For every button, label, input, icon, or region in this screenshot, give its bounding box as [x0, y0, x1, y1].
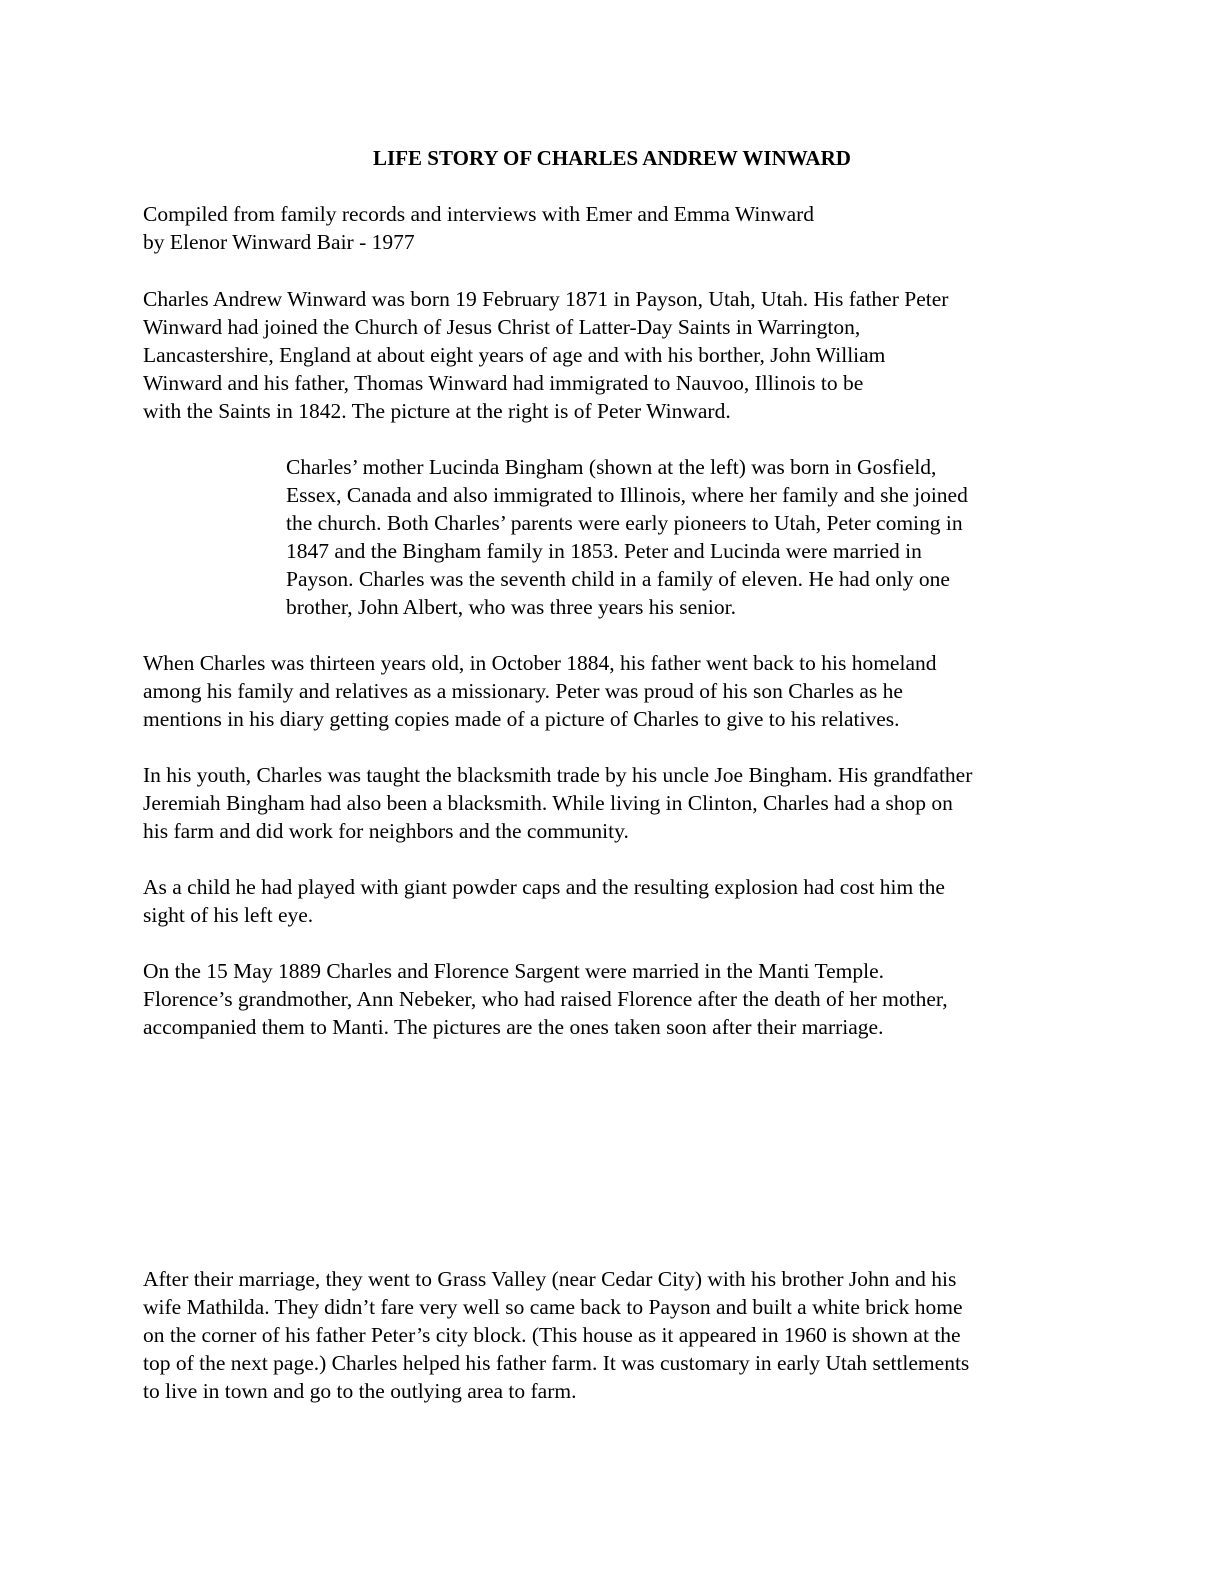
text-line: brother, John Albert, who was three years his senior. [286, 595, 736, 619]
text-line: Lancastershire, England at about eight years of age and with his borther, John William [143, 343, 886, 367]
text-line: Payson. Charles was the seventh child in a family of eleven. He had only one [286, 567, 950, 591]
text-line: On the 15 May 1889 Charles and Florence Sargent were married in the Manti Temple. [143, 959, 885, 983]
text-line: Winward and his father, Thomas Winward had immigrated to Nauvoo, Illinois to be [143, 371, 864, 395]
text-line: Jeremiah Bingham had also been a blacksmith. While living in Clinton, Charles had a shop on [143, 791, 953, 815]
text-line: accompanied them to Manti. The pictures are the ones taken soon after their marriage. [143, 1015, 884, 1039]
text-line: When Charles was thirteen years old, in October 1884, his father went back to his homeland [143, 651, 937, 675]
text-line: After their marriage, they went to Grass Valley (near Cedar City) with his brother John and his [143, 1267, 957, 1291]
text-line: Charles’ mother Lucinda Bingham (shown at the left) was born in Gosfield, [286, 455, 937, 479]
text-line: Winward had joined the Church of Jesus Christ of Latter-Day Saints in Warrington, [143, 315, 861, 339]
text-line: wife Mathilda. They didn’t fare very well so came back to Payson and built a white brick home [143, 1295, 963, 1319]
missionary-paragraph [143, 649, 1083, 733]
text-line: the church. Both Charles’ parents were early pioneers to Utah, Peter coming in [286, 511, 963, 535]
after-marriage-paragraph [143, 1265, 1083, 1405]
text-line: his farm and did work for neighbors and the community. [143, 819, 629, 843]
marriage-paragraph [143, 957, 1083, 1041]
text-line: 1847 and the Bingham family in 1853. Peter and Lucinda were married in [286, 539, 922, 563]
text-line: Essex, Canada and also immigrated to Illinois, where her family and she joined [286, 483, 968, 507]
text-line: mentions in his diary getting copies made of a picture of Charles to give to his relatives. [143, 707, 900, 731]
text-line: Florence’s grandmother, Ann Nebeker, who had raised Florence after the death of her mother, [143, 987, 948, 1011]
text-line: In his youth, Charles was taught the blacksmith trade by his uncle Joe Bingham. His grandfather [143, 763, 973, 787]
text-line: to live in town and go to the outlying area to farm. [143, 1379, 577, 1403]
eye-injury-paragraph [143, 873, 1083, 929]
text-line: Charles Andrew Winward was born 19 February 1871 in Payson, Utah, Utah. His father Peter [143, 287, 949, 311]
text-line: As a child he had played with giant powder caps and the resulting explosion had cost him the [143, 875, 945, 899]
blacksmith-paragraph [143, 761, 1083, 845]
text-line: Compiled from family records and interviews with Emer and Emma Winward [143, 202, 815, 226]
text-line: among his family and relatives as a missionary. Peter was proud of his son Charles as he [143, 679, 903, 703]
text-line: sight of his left eye. [143, 903, 314, 927]
mother-paragraph [286, 453, 1086, 621]
text-line: with the Saints in 1842. The picture at the right is of Peter Winward. [143, 399, 731, 423]
birth-paragraph [143, 285, 1083, 425]
text-line: top of the next page.) Charles helped his father farm. It was customary in early Utah settlements [143, 1351, 970, 1375]
compiled-by-paragraph [143, 200, 1083, 256]
document-title: LIFE STORY OF CHARLES ANDREW WINWARD [373, 146, 851, 170]
text-line: on the corner of his father Peter’s city block. (This house as it appeared in 1960 is shown at the [143, 1323, 961, 1347]
text-line: by Elenor Winward Bair - 1977 [143, 230, 415, 254]
